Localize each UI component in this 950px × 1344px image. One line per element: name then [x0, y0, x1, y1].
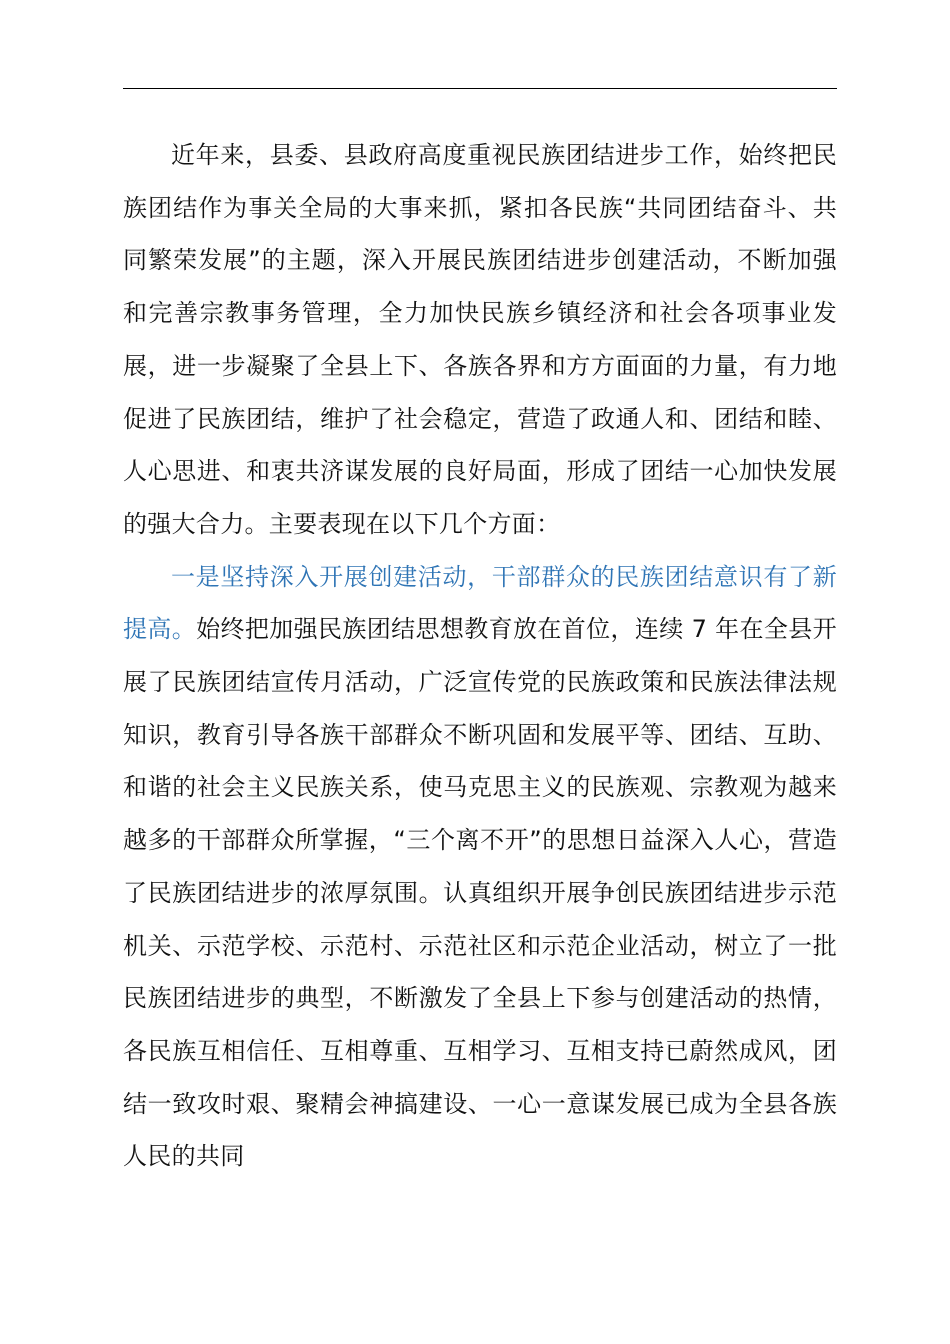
paragraph-intro	[123, 129, 837, 551]
header-rule	[123, 88, 837, 89]
paragraph-intro-text: 近年来，县委、县政府高度重视民族团结进步工作，始终把民族团结作为事关全局的大事来抓，紧扣各民族“共同团结奋斗、共同繁荣发展”的主题，深入开展民族团结进步创建活动，不断加强和完善宗教事务管理，全力加快民族乡镇经济和社会各项事业发展，进一步凝聚了全县上下、各族各界和方方面面的力量，有力地促进了民族团结，维护了社会稳定，营造了政通人和、团结和睦、人心思进、和衷共济谋发展的良好局面，形成了团结一心加快发展的强大合力。主要表现在以下几个方面：	[123, 141, 837, 538]
document-body	[123, 129, 837, 1183]
paragraph-point-one	[123, 551, 837, 1183]
point-one-text: 始终把加强民族团结思想教育放在首位，连续 7 年在全县开展了民族团结宣传月活动，广泛宣传党的民族政策和民族法律法规知识，教育引导各族干部群众不断巩固和发展平等、团结、互助、和谐的社会主义民族关系，使马克思主义的民族观、宗教观为越来越多的干部群众所掌握，“三个离不开”的思想日益深入人心，营造了民族团结进步的浓厚氛围。认真组织开展争创民族团结进步示范机关、示范学校、示范村、示范社区和示范企业活动，树立了一批民族团结进步的典型，不断激发了全县上下参与创建活动的热情，各民族互相信任、互相尊重、互相学习、互相支持已蔚然成风，团结一致攻时艰、聚精会神搞建设、一心一意谋发展已成为全县各族人民的共同	[123, 615, 837, 1171]
point-one-heading: 一是坚持深入开展创建活动，干部群众的民族团结意识有了新提高。	[123, 562, 837, 644]
